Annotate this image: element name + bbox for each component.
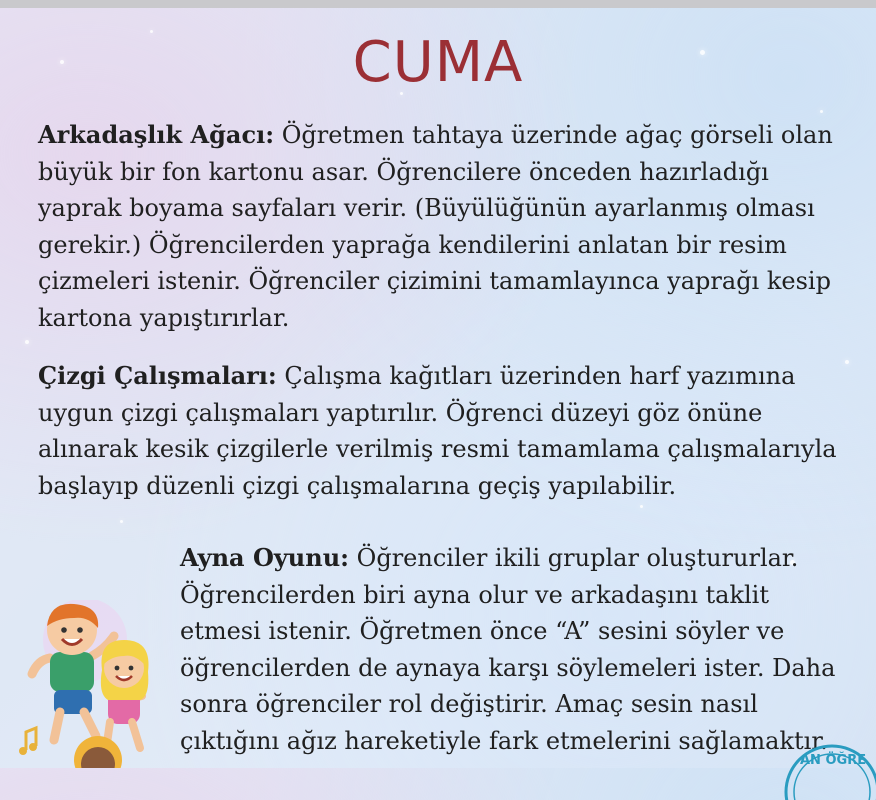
section-heading: Arkadaşlık Ağacı: <box>38 120 275 149</box>
section-heading: Çizgi Çalışmaları: <box>38 361 277 390</box>
section-line: Çalışma kağıtları üzerinden harf yazımına <box>284 362 796 390</box>
section-arkadaslik-agaci <box>38 117 876 336</box>
section-heading: Ayna Oyunu: <box>180 543 350 572</box>
section-line: etmesi istenir. Öğretmen önce “A” sesini söyler ve <box>180 617 785 645</box>
section-line: kartona yapıştırırlar. <box>38 303 290 332</box>
section-ayna-oyunu <box>180 540 870 759</box>
children-illustration <box>10 600 175 768</box>
stamp-text: AN ÖĞRE <box>800 753 867 768</box>
section-line: yaprak boyama sayfaları verir. (Büyülüğünün ayarlanmış olması <box>38 194 815 222</box>
section-line: öğrencilerden de aynaya karşı söylemeleri ister. Daha <box>180 653 836 682</box>
section-line: çıktığını ağız hareketiyle fark etmelerini sağlamaktır. <box>180 726 828 755</box>
section-line: alınarak kesik çizgilerle verilmiş resmi tamamlama çalışmalarıyla <box>38 435 837 463</box>
page-title: CUMA <box>352 30 524 95</box>
section-line: sonra öğrenciler rol değiştirir. Amaç sesin nasıl <box>180 690 758 718</box>
section-cizgi-calismalari <box>38 358 876 504</box>
section-line: uygun çizgi çalışmaları yaptırılır. Öğrenci düzeyi göz önüne <box>38 398 763 427</box>
section-line: büyük bir fon kartonu asar. Öğrencilere önceden hazırladığı <box>38 157 769 186</box>
section-line: Öğrencilerden biri ayna olur ve arkadaşını taklit <box>180 580 769 609</box>
section-line: Öğrenciler ikili gruplar oluştururlar. <box>356 544 799 572</box>
stamp-logo <box>760 740 876 800</box>
section-line: çizmeleri istenir. Öğrenciler çizimini tamamlayınca yaprağı kesip <box>38 267 831 295</box>
section-line: Öğretmen tahtaya üzerinde ağaç görseli olan <box>281 121 833 149</box>
section-line: gerekir.) Öğrencilerden yaprağa kendilerini anlatan bir resim <box>38 230 787 259</box>
top-bar <box>0 0 876 8</box>
section-line: başlayıp düzenli çizgi çalışmalarına geçiş yapılabilir. <box>38 471 677 500</box>
